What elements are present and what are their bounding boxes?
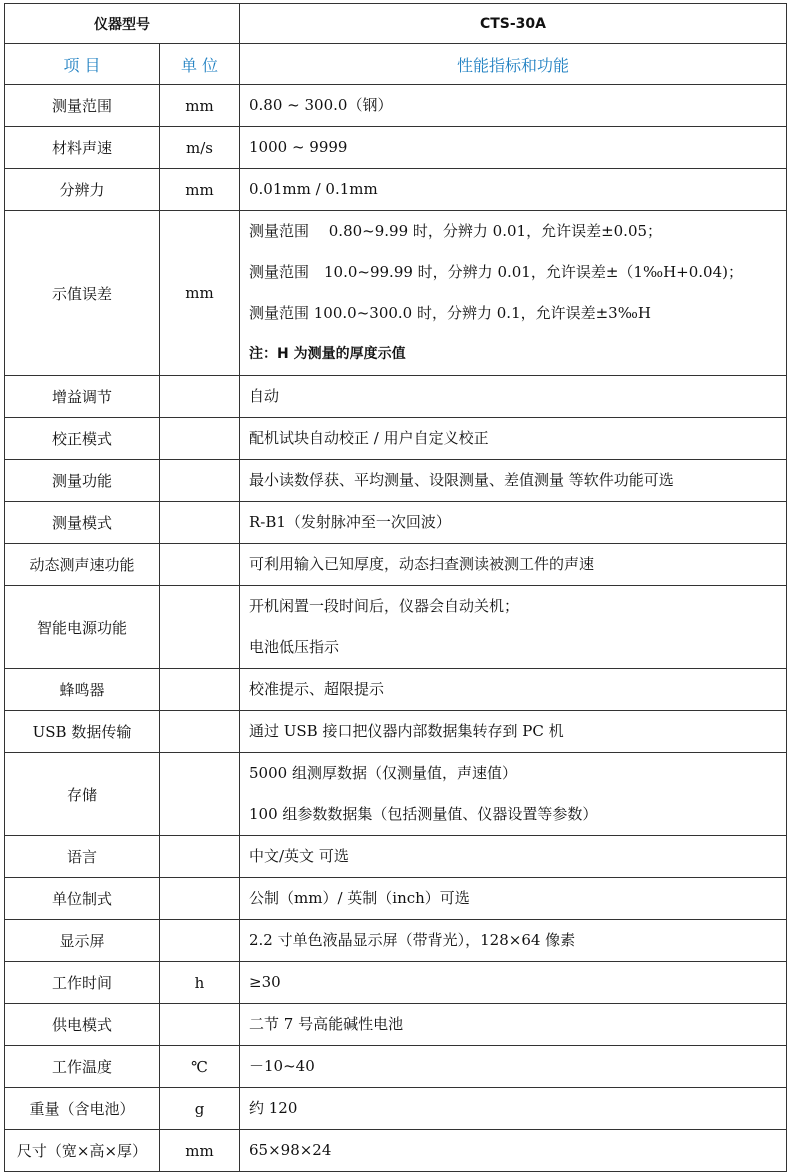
spec-value-line: 可利用输入已知厚度，动态扫查测读被测工件的声速 [249, 555, 595, 573]
spec-value-line: 配机试块自动校正 / 用户自定义校正 [249, 429, 489, 447]
spec-value-line: 二节 7 号高能碱性电池 [249, 1015, 404, 1033]
spec-table-body [5, 4, 787, 1172]
spec-value [240, 418, 787, 460]
spec-value [240, 1088, 787, 1130]
column-header-row [5, 44, 787, 85]
spec-value-line: 测量范围 0.80~9.99 时，分辨力 0.01，允许误差±0.05； [249, 222, 663, 240]
spec-unit [160, 502, 240, 544]
spec-value-line: 100 组参数数据集（包括测量值、仪器设置等参数） [249, 805, 598, 823]
spec-unit: m/s [160, 127, 240, 169]
spec-item-name: 重量（含电池） [5, 1088, 160, 1130]
spec-value [240, 544, 787, 586]
spec-row [5, 878, 787, 920]
spec-value [240, 753, 787, 836]
spec-value-line: 公制（mm）/ 英制（inch）可选 [249, 889, 470, 907]
spec-note: 注：H 为测量的厚度示值 [249, 346, 406, 362]
spec-unit: g [160, 1088, 240, 1130]
spec-row [5, 1130, 787, 1172]
spec-unit: mm [160, 1130, 240, 1172]
spec-value [240, 1046, 787, 1088]
spec-item-name: 智能电源功能 [5, 586, 160, 669]
spec-value-line: 测量范围 100.0~300.0 时，分辨力 0.1，允许误差±3‰H [249, 304, 651, 322]
spec-value [240, 878, 787, 920]
spec-item-name: 显示屏 [5, 920, 160, 962]
spec-unit [160, 1004, 240, 1046]
spec-item-name: 语言 [5, 836, 160, 878]
spec-item-name: 供电模式 [5, 1004, 160, 1046]
spec-row [5, 376, 787, 418]
spec-row [5, 1046, 787, 1088]
spec-value [240, 169, 787, 211]
spec-item-name: 测量功能 [5, 460, 160, 502]
spec-row [5, 502, 787, 544]
spec-value-line: 自动 [249, 387, 280, 405]
spec-item-name: 测量模式 [5, 502, 160, 544]
spec-row [5, 836, 787, 878]
spec-value [240, 211, 787, 376]
spec-value [240, 85, 787, 127]
spec-unit [160, 669, 240, 711]
spec-row [5, 85, 787, 127]
spec-unit: mm [160, 85, 240, 127]
spec-item-name: 分辨力 [5, 169, 160, 211]
spec-unit [160, 376, 240, 418]
spec-unit: mm [160, 169, 240, 211]
spec-item-name: 尺寸（宽×高×厚） [5, 1130, 160, 1172]
spec-value-line: 1000 ~ 9999 [249, 138, 348, 156]
spec-row [5, 1088, 787, 1130]
spec-item-name: 校正模式 [5, 418, 160, 460]
spec-row [5, 1004, 787, 1046]
spec-value-line: 5000 组测厚数据（仅测量值，声速值） [249, 764, 517, 782]
spec-row [5, 711, 787, 753]
spec-unit [160, 711, 240, 753]
spec-value-line: 65×98×24 [249, 1141, 332, 1159]
spec-item-name: 工作时间 [5, 962, 160, 1004]
spec-item-name: 蜂鸣器 [5, 669, 160, 711]
col-header-spec: 性能指标和功能 [240, 44, 787, 85]
spec-value-line: 中文/英文 可选 [249, 847, 349, 865]
model-value: CTS-30A [240, 4, 787, 44]
spec-item-name: 动态测声速功能 [5, 544, 160, 586]
spec-row [5, 544, 787, 586]
spec-value-line: 通过 USB 接口把仪器内部数据集转存到 PC 机 [249, 722, 564, 740]
spec-value-line: 2.2 寸单色液晶显示屏（带背光），128×64 像素 [249, 931, 576, 949]
spec-item-name: 示值误差 [5, 211, 160, 376]
spec-value-line: R-B1（发射脉冲至一次回波） [249, 513, 451, 531]
spec-value-line: 最小读数俘获、平均测量、设限测量、差值测量 等软件功能可选 [249, 471, 674, 489]
spec-row [5, 753, 787, 836]
spec-value-line: 校准提示、超限提示 [249, 680, 385, 698]
spec-value-line: 0.80 ~ 300.0（钢） [249, 96, 393, 114]
spec-row [5, 669, 787, 711]
spec-value [240, 376, 787, 418]
spec-unit [160, 586, 240, 669]
spec-value-line: 测量范围 10.0~99.99 时，分辨力 0.01，允许误差±（1‰H+0.04)； [249, 263, 743, 281]
spec-value [240, 836, 787, 878]
spec-value-line: 0.01mm / 0.1mm [249, 180, 378, 198]
spec-value [240, 1004, 787, 1046]
spec-item-name: 材料声速 [5, 127, 160, 169]
spec-unit [160, 836, 240, 878]
spec-unit [160, 418, 240, 460]
spec-item-name: 测量范围 [5, 85, 160, 127]
spec-row [5, 418, 787, 460]
spec-unit: ℃ [160, 1046, 240, 1088]
model-row [5, 4, 787, 44]
spec-value [240, 1130, 787, 1172]
spec-row [5, 586, 787, 669]
spec-unit [160, 544, 240, 586]
spec-unit: mm [160, 211, 240, 376]
spec-item-name: USB 数据传输 [5, 711, 160, 753]
spec-item-name: 存储 [5, 753, 160, 836]
spec-row [5, 460, 787, 502]
spec-table [4, 3, 787, 1172]
spec-value [240, 920, 787, 962]
spec-value [240, 711, 787, 753]
spec-unit: h [160, 962, 240, 1004]
spec-value-line: 约 120 [249, 1099, 298, 1117]
spec-row [5, 169, 787, 211]
spec-value-line: 电池低压指示 [249, 638, 340, 656]
spec-value [240, 669, 787, 711]
spec-value [240, 460, 787, 502]
spec-unit [160, 460, 240, 502]
spec-unit [160, 878, 240, 920]
spec-row [5, 962, 787, 1004]
spec-unit [160, 753, 240, 836]
spec-row [5, 211, 787, 376]
spec-unit [160, 920, 240, 962]
spec-value [240, 962, 787, 1004]
spec-value [240, 502, 787, 544]
spec-row [5, 920, 787, 962]
spec-item-name: 单位制式 [5, 878, 160, 920]
col-header-unit: 单 位 [160, 44, 240, 85]
spec-value-line: ≥30 [249, 973, 281, 991]
spec-value-line: 开机闲置一段时间后，仪器会自动关机； [249, 597, 520, 615]
spec-value-line: －10~40 [249, 1057, 315, 1075]
spec-item-name: 工作温度 [5, 1046, 160, 1088]
spec-value [240, 586, 787, 669]
spec-value [240, 127, 787, 169]
col-header-item: 项 目 [5, 44, 160, 85]
spec-row [5, 127, 787, 169]
model-label: 仪器型号 [5, 4, 240, 44]
spec-item-name: 增益调节 [5, 376, 160, 418]
